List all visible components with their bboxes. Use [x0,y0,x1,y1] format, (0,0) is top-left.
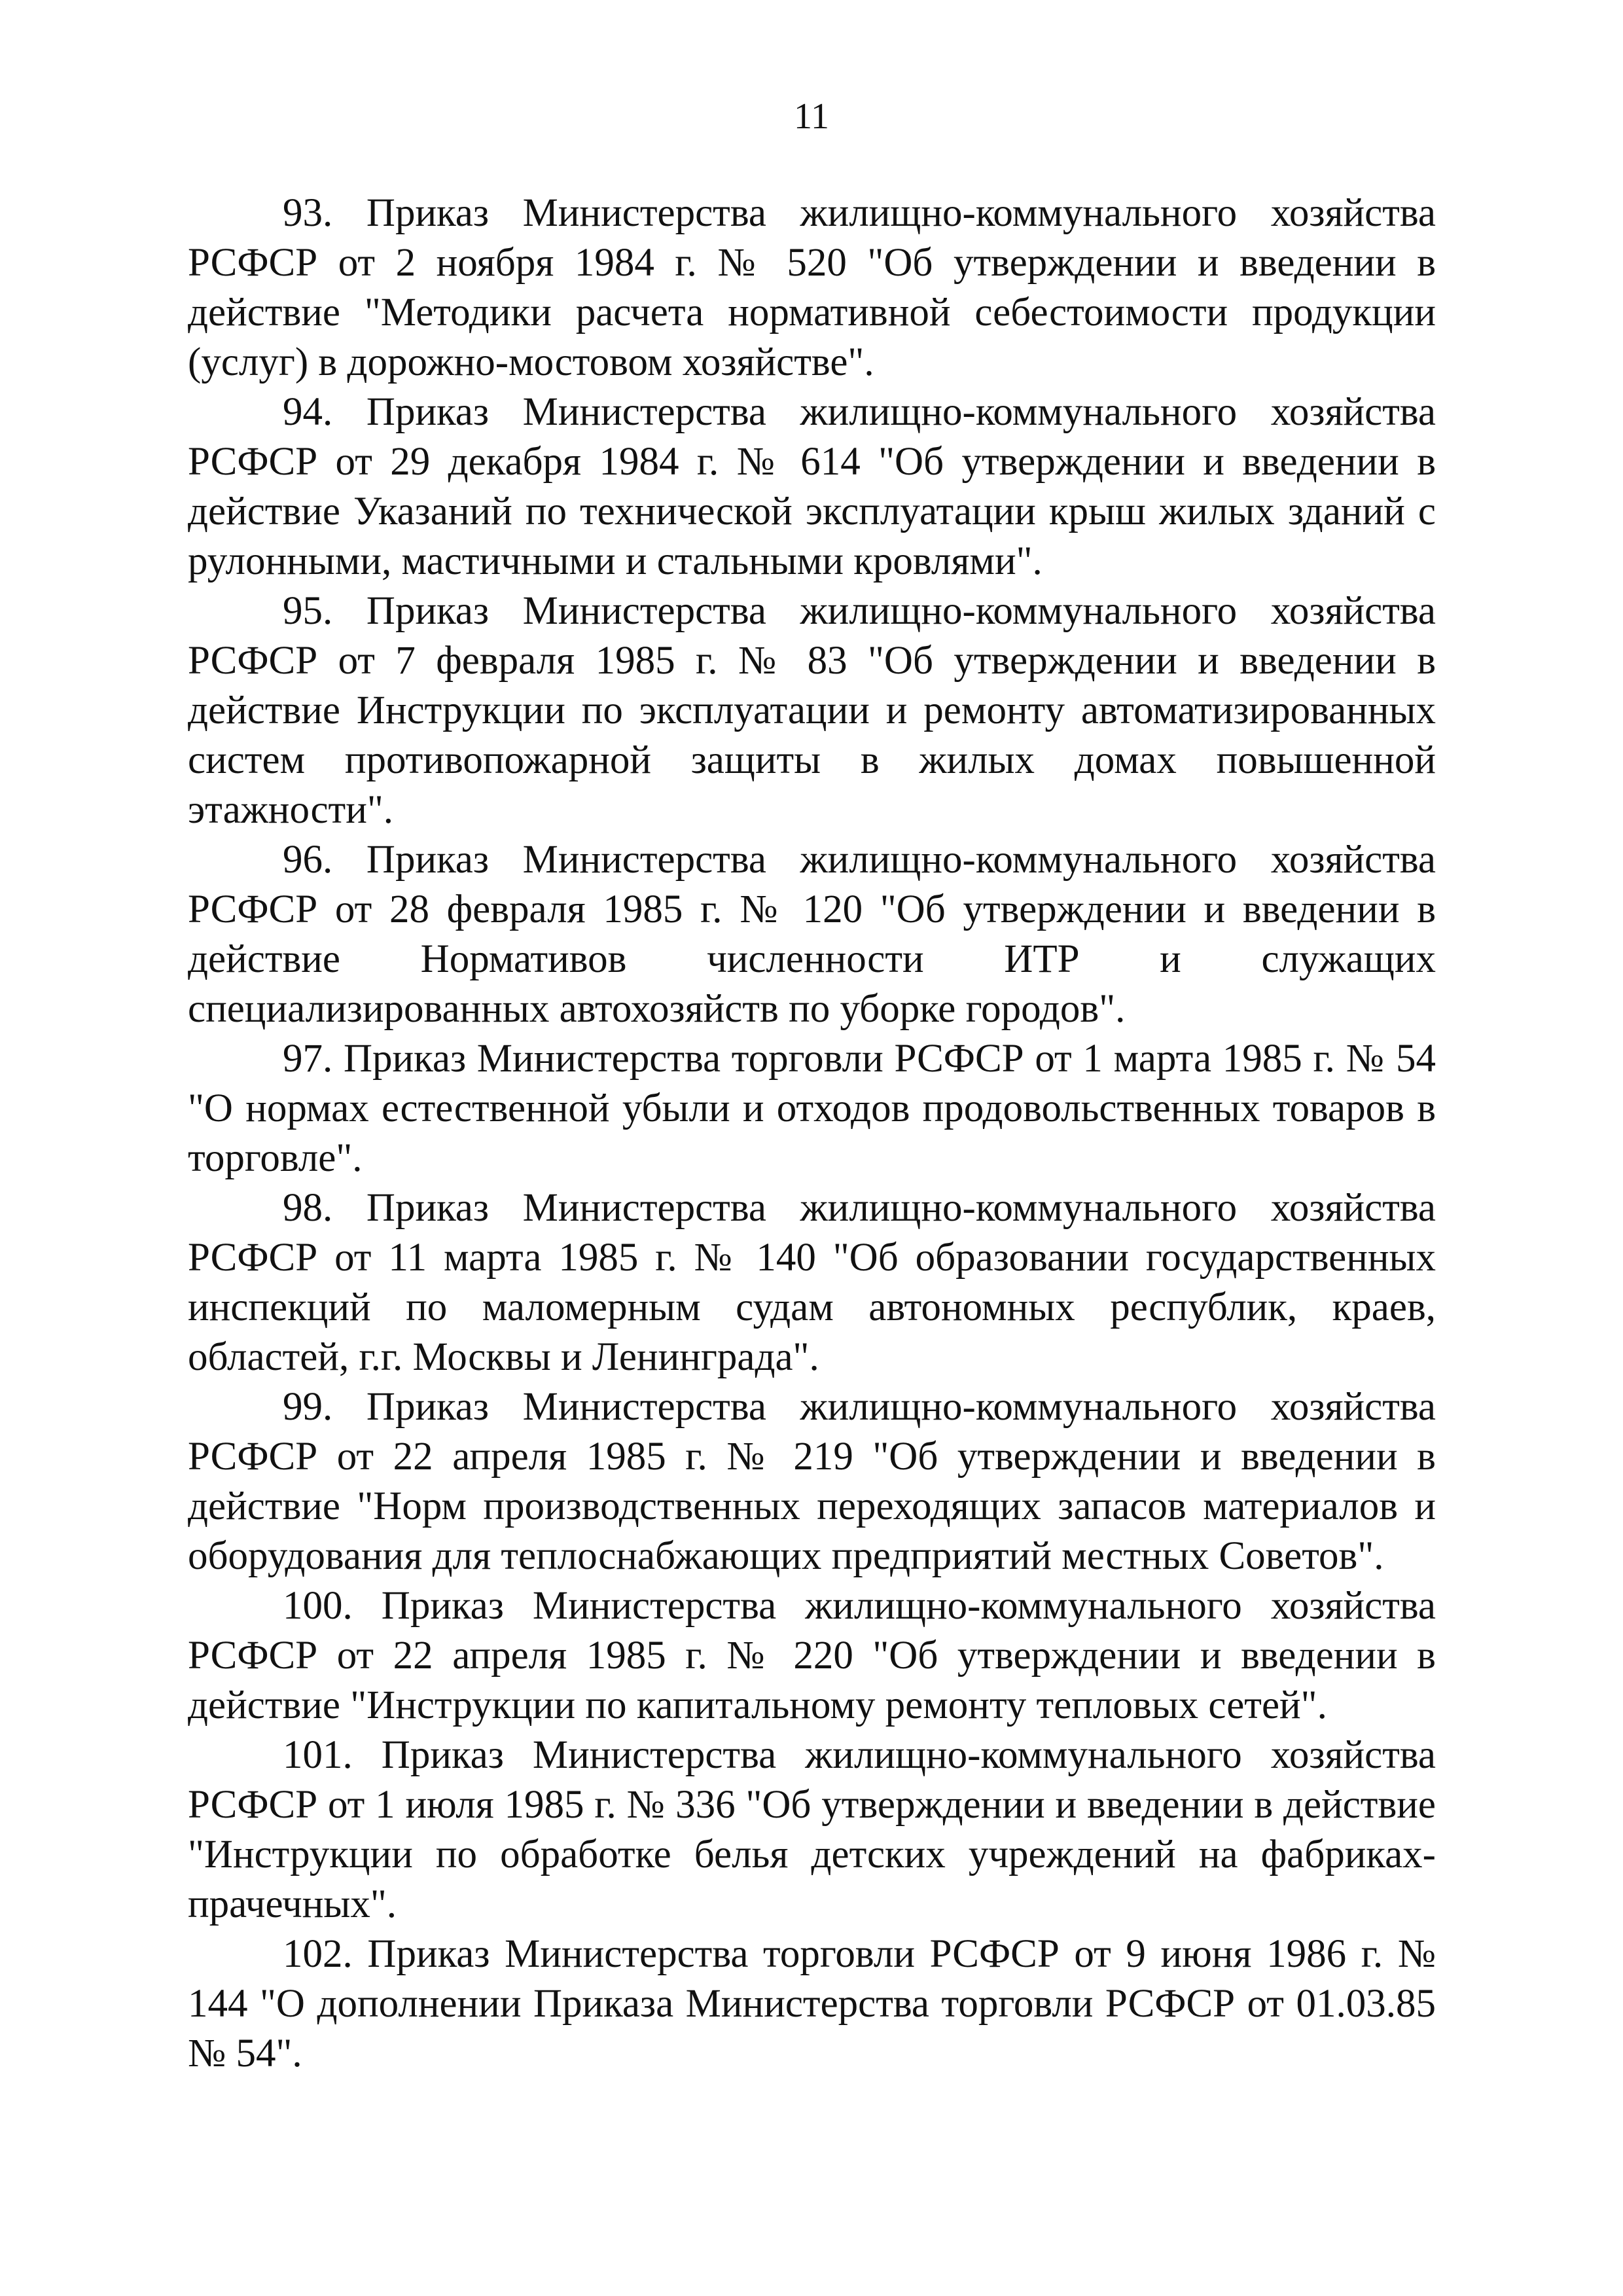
list-item-102: 102. Приказ Министерства торговли РСФСР от 9 июня 1986 г. № 144 "О дополнении Приказа Министерства торговли РСФСР от 01.03.85 № 54". [188,1932,1436,2075]
list-item-95: 95. Приказ Министерства жилищно-коммунального хозяйства РСФСР от 7 февраля 1985 г. № 83 "Об утверждении и введении в действие Инструкции по эксплуатации и ремонту автоматизированных систем противопожарной защиты в жилых домах повышенной этажности". [188,589,1436,832]
list-item-98: 98. Приказ Министерства жилищно-коммунального хозяйства РСФСР от 11 марта 1985 г. № 140 "Об образовании государственных инспекций по маломерным судам автономных республик, краев, областей, г.г. Москвы и Ленинграда". [188,1186,1436,1379]
page-number: 11 [794,96,829,137]
list-item-97: 97. Приказ Министерства торговли РСФСР от 1 марта 1985 г. № 54 "О нормах естественной убыли и отходов продовольственных товаров в торговле". [188,1037,1436,1180]
list-item-96: 96. Приказ Министерства жилищно-коммунального хозяйства РСФСР от 28 февраля 1985 г. № 120 "Об утверждении и введении в действие Нормативов численности ИТР и служащих специализированных автохозяйств по уборке городов". [188,838,1436,1031]
list-item-93: 93. Приказ Министерства жилищно-коммунального хозяйства РСФСР от 2 ноября 1984 г. № 520 "Об утверждении и введении в действие "Методики расчета нормативной себестоимости продукции (услуг) в дорожно-мостовом хозяйстве". [188,191,1436,384]
list-item-99: 99. Приказ Министерства жилищно-коммунального хозяйства РСФСР от 22 апреля 1985 г. № 219 "Об утверждении и введении в действие "Норм производственных переходящих запасов материалов и оборудования для теплоснабжающих предприятий местных Советов". [188,1385,1436,1578]
list-item-100: 100. Приказ Министерства жилищно-коммунального хозяйства РСФСР от 22 апреля 1985 г. № 220 "Об утверждении и введении в действие "Инструкции по капитальному ремонту тепловых сетей". [188,1584,1436,1727]
document-body [188,188,1436,2079]
list-item-101: 101. Приказ Министерства жилищно-коммунального хозяйства РСФСР от 1 июля 1985 г. № 336 "Об утверждении и введении в действие "Инструкции по обработке белья детских учреждений на фабриках-прачечных". [188,1733,1436,1926]
list-item-94: 94. Приказ Министерства жилищно-коммунального хозяйства РСФСР от 29 декабря 1984 г. № 614 "Об утверждении и введении в действие Указаний по технической эксплуатации крыш жилых зданий с рулонными, мастичными и стальными кровлями". [188,390,1436,583]
